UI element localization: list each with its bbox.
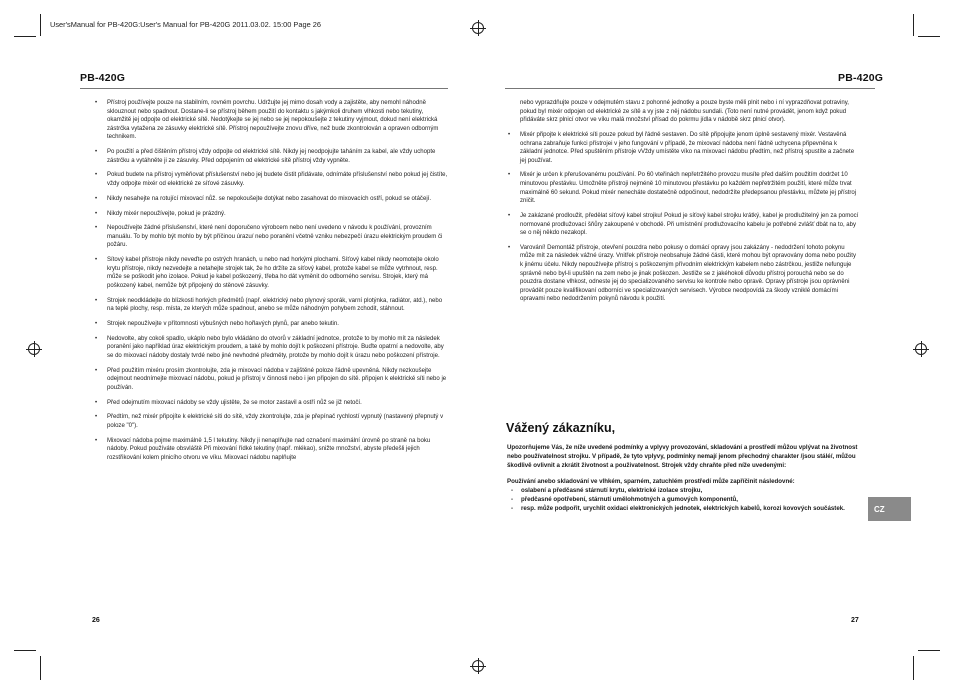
notice-item: - předčasné opotřebení, stárnutí umělohmotných a gumových komponentů, (507, 495, 863, 504)
model-label-right: PB-420G (838, 72, 884, 84)
crop-mark (913, 656, 914, 680)
print-header: User'sManual for PB-420G:User's Manual for PB-420G 2011.03.02. 15:00 Page 26 (50, 20, 321, 29)
notice-block (507, 443, 863, 514)
list-item: • Přístroj používejte pouze na stabilním, rovném povrchu. Udržujte jej mimo dosah vody a zajistěte, aby nemohl náhodně sklouznout nebo spadnout. Dostane-li se přístroj během použití do kontaktu s jakýmkoli druhem vlhkosti nebo tekutiny, okamžitě jej odpojte od elektrické sítě. Nedotýkejte se jej nebo se jej nepokoušejte z tekutiny vyjmout, dokud není elektrická zástrčka vytažena ze zásuvky elektrické sítě. Přístroj nepoužívejte znovu dříve, než bude zkontrolován a opraven odborným technikem. (95, 99, 449, 142)
list-item: • Nikdy mixér nepoužívejte, pokud je prázdný. (95, 210, 449, 219)
list-item: • Mixér připojte k elektrické síti pouze pokud byl řádně sestaven. Do sítě připojujte jenom úplně sestavený mixér. Vestavěná ochrana zabraňuje funkci přístrojei v jeho fungování v případě, že mixovací nádoba není řádně uchycena připevněna k základní jednotce. Před spuštěním přístroje vVždy umístěte víko na mixovací nádobu předtím, než přístroj spustíte a začnete jej používat. (508, 131, 860, 165)
page-number-left: 26 (92, 617, 100, 624)
crop-mark (14, 650, 36, 651)
list-item: • Nepoužívejte žádné příslušenství, které není doporučeno výrobcem nebo není uvedeno v návodu k používání, provozním manuálu. To by mohlo být mohlo by být příčinou úrazu/ nebo poranění včetně vzniku nebezpečí úrazu elektrickým proudem či požáru. (95, 224, 449, 250)
list-item: • Strojek neodkládejte do blízkosti horkých předmětů (např. elektrický nebo plynový sporák, varní plotýnka, radiátor, atd.), nebo na teplé plochy, resp. místa, ze kterých může spadnout, anebo se může náhodným pohybem zchodit, stáhnout. (95, 297, 449, 314)
right-column (508, 99, 860, 310)
header-rule-right (505, 88, 875, 89)
list-item: • Mixovací nádoba pojme maximálně 1,5 l tekutiny. Nikdy ji nenaplňujte nad označení maximální úrovně po straně na boku nádoby. Pokud používáte obsvláště Při mixování řídké tekutiny (např. mlékao), snižte množství, abyste předešli jejich rozstřikování kolem plnicího otvoru ve víku. Mixovací nádobu naplňujte (95, 437, 449, 463)
list-item: • Mixér je určen k přerušovanému používání. Po 60 vteřinách nepřetržitého provozu musíte před dalším použitím dodržet 10 minutovou přestávku. Umožněte přístroji nejméně 10 minutovou přestávku po každém nepřetržitém použití, které může trvat maximálně 60 sekund. Pokud mixér nenecháte dostatečně odpočinout, nedodržíte předepsanou přestávku, můžete jej přístroj zničit. (508, 171, 860, 205)
notice-item: - resp. může podpořit, urychlit oxidaci elektronických jednotek, elektrických kabelů, korozi kovových součástek. (507, 504, 863, 513)
greeting-heading: Vážený zákazníku, (506, 421, 616, 435)
notice-item: - oslabení a předčasné stárnutí krytu, elektrické izolace strojku, (507, 486, 863, 495)
left-column (95, 99, 449, 469)
crop-mark (40, 14, 41, 36)
header-rule-left (80, 88, 448, 89)
list-item: • Nikdy nesahejte na rotující mixovací nůž. se nepokoušejte dotýkat nebo zasahovat do mixovacích ostří, pokud se otáčejí. (95, 195, 449, 204)
notice-paragraph: Používání anebo skladování ve vlhkém, sparném, zatuchlém prostředí může zapříčinit následovné: (507, 477, 795, 485)
page-number-right: 27 (851, 617, 859, 624)
model-label-left: PB-420G (80, 72, 126, 84)
registration-mark-right (913, 341, 929, 357)
registration-mark-top (470, 20, 486, 36)
list-item: • Je zakázané prodloužit, předělat síťový kabel strojku! Pokud je síťový kabel strojku krátký, kabel je prodlužitelný jen za pomocí normované prodlužovací šňůry zakoupené v obchodě. Při umístnění prodlužovacího kabelu je potřebné zvlášť dbát na to, aby se o něj někdo nezakopl. (508, 212, 860, 238)
crop-mark (14, 36, 36, 37)
registration-mark-left (26, 341, 42, 357)
list-item: • Strojek nepoužívejte v přítomnosti výbušných nebo hořlavých plynů, par anebo tekutin. (95, 320, 449, 329)
crop-mark (918, 650, 940, 651)
list-item: • Před použitím mixéru prosím zkontrolujte, zda je mixovací nádoba v zajištěné poloze řádně upevněná. Nikdy nezkoušejte odejmout neodnímejte mixovací nádobu, pokud je přístroj v činnosti nebo i jen připojen do sítě. připojen k elektrické síti nebo je používán. (95, 367, 449, 393)
crop-mark (913, 14, 914, 36)
notice-paragraph: Upozorňujeme Vás, že níže uvedené podmínky a vplyvy provozování, skladování a prostředí můžou vplývat na životnost nebo používatelnost strojku. V případě, že tyto vplyvy, podmínky nemají jenom přechodný charakter /jsou stálé/, můžou škodlivě ovlivnit a zkrátit životnost a použivatelnost. Strojek vždy chraňte před níže uvedenými: (507, 444, 858, 470)
list-item: • Nedovolte, aby cokoli spadlo, ukáplo nebo bylo vkládáno do otvorů v základní jednotce, protože to by mohlo mít za následek poranění jako například úraz elektrickým proudem, a také by mohlo dojít k poškození přístroje. Buďte opatrní a nedovolte, aby se do mixovací nádoby dostaly tvrdé nebo jiné nevhodné předměty, protože by mohlo dojít k úrazu nebo poškození přístroje. (95, 335, 449, 361)
registration-mark-bottom (470, 658, 486, 674)
crop-mark (40, 656, 41, 680)
list-item: • Předtím, než mixér připojíte k elektrické síti do sítě, vždy zkontrolujte, zda je přepínač rychlostí vypnutý (nastavený přepnutý v poloze "0"). (95, 413, 449, 430)
list-item: • Sítový kabel přístroje nikdy neveďte po ostrých hranách, u nebo nad horkými plochami. Síťový kabel nikdy neomotejte okolo krytu přístroje, nikdy nezvedejte a netahejte strojek tak, že ho držíte za síťový kabel, protože kabel se může vytrhnout, resp. může se poškodit jeho izolace. Pokud je kabel poškozený, třeba ho dát vyměnit do odborného servisu. Strojek, který má poškozený kabel, nemůže být připojený do stěnové zásuvky. (95, 256, 449, 290)
list-item: • Po použití a před čištěním přístroj vždy odpojte od elektrické sítě. Nikdy jej neodpojujte taháním za kabel, ale vždy uchopte zástrčku a vytáhněte ji ze zásuvky. Před odpojením od elektrické sítě přístroj vždy vypněte. (95, 148, 449, 165)
list-item: • Varování! Demontáž přístroje, otevření pouzdra nebo pokusy o domácí opravy jsou zakázány - nedodržení tohoto pokynu může mít za následek vážné úrazy. Vnitřek přístroje neobsahuje žádné části, které mohou být opravovány doma nebo použity k jinému účelu. Nikdy nepoužívejte přístroj s poškozeným přívodním elektrickým kabelem nebo zástrčkou, jestliže nefunguje správně nebo byl-li upuštěn na zem nebo je jinak poškozen. Jestliže se z jakéhokoli důvodu přístroj porouchá nebo se do pouzdra dostane vlhkost, odneste jej do specializovaného servisu ke kontrole nebo opravě. Opravy přístroje jsou oprávněni provádět pouze kvalifikovaní odborníci ve specializovaných servisech. Výrobce neodpovídá za škody vzniklé domácími opravami nebo nedodržením pokynů návodu k použití. (508, 244, 860, 304)
language-tab: CZ (868, 497, 911, 521)
crop-mark (918, 36, 940, 37)
continuation-text: nebo vyprazdňujte pouze v odejmutém stavu z pohonné jednotky a pouze byste měli plnit nebo i ní vyprazdňovat potraviny, pokud byl mixér odpojen od elektrické ze sítě a vy jste z něj nádobu sundali. (Toto není nutné provádět, jenom když pokud přidáváte skrz plnicí otvor ve víku malá množství přísad do pokrmu jídla v nádobě skrz plnicí otvor). (520, 100, 849, 124)
list-item: • Pokud budete na přístroj vyměňovat příslušenství nebo jej budete čistit přidávate, odnímáte příslušenství nebo pokud jej čistíte, vždy odpojte mixér od elektrické ze síťové zásuvky. (95, 171, 449, 188)
list-item: • Před odejmutím mixovací nádoby se vždy ujistěte, že se motor zastavil a ostří nůž se již netočí. (95, 399, 449, 408)
